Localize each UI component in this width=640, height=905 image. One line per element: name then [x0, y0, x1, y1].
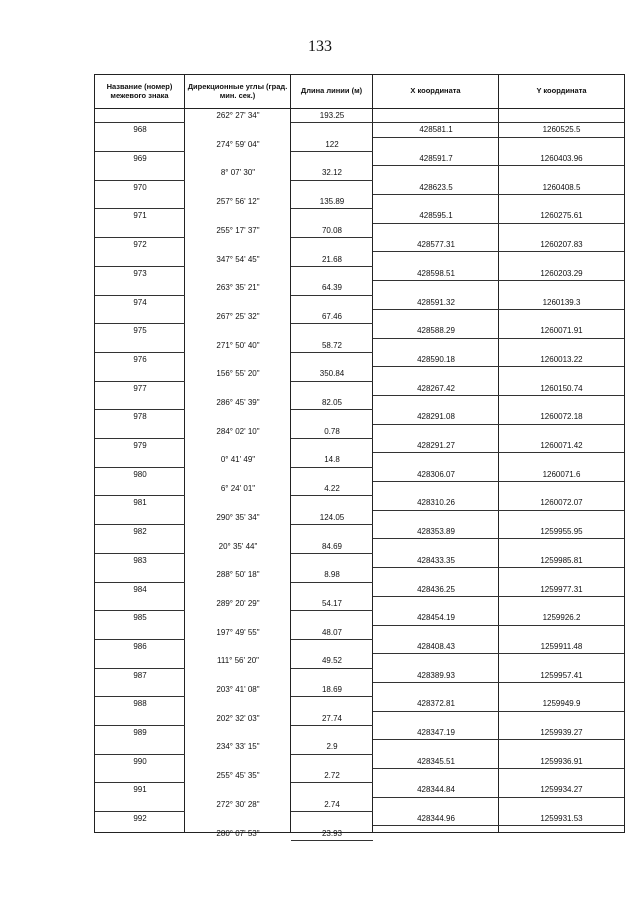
line-length: 135.89	[291, 195, 373, 209]
blank-cell	[95, 540, 185, 554]
mark-name: 977	[133, 383, 147, 393]
y-coordinate: 1260203.29	[499, 267, 624, 281]
x-coordinate: 428577.31	[373, 238, 499, 252]
mark-name: 984	[133, 584, 147, 594]
line-length: 8.98	[291, 568, 373, 582]
direction-angle: 288° 50' 18"	[216, 570, 260, 580]
direction-angle: 202° 32' 03"	[216, 713, 260, 723]
direction-angle: 262° 27' 34"	[216, 111, 260, 120]
blank-cell	[95, 195, 185, 209]
direction-angle: 156° 55' 20"	[216, 369, 260, 379]
mark-name: 979	[133, 441, 147, 451]
line-length: 2.72	[291, 769, 373, 783]
direction-angle: 20° 35' 44"	[218, 541, 258, 551]
line-length: 70.08	[291, 224, 373, 238]
blank-cell	[95, 798, 185, 812]
blank-cell	[95, 396, 185, 410]
mark-name: 981	[133, 498, 147, 508]
x-coordinate: 428454.19	[373, 611, 499, 625]
direction-angle: 255° 17' 37"	[216, 225, 260, 235]
direction-angle: 6° 24' 01"	[220, 484, 256, 494]
line-length: 23.93	[291, 827, 373, 841]
x-coordinate: 428291.08	[373, 410, 499, 424]
blank-cell	[95, 166, 185, 180]
blank-cell	[95, 253, 185, 267]
line-length: 18.69	[291, 683, 373, 697]
x-coordinate: 428590.18	[373, 353, 499, 367]
mark-name: 970	[133, 182, 147, 192]
y-coordinate: 1259949.9	[499, 697, 624, 711]
line-length: 54.17	[291, 597, 373, 611]
x-coordinate: 428389.93	[373, 669, 499, 683]
y-coordinate: 1259911.48	[499, 640, 624, 654]
y-coordinate: 1260071.6	[499, 468, 624, 482]
mark-name: 974	[133, 297, 147, 307]
y-coordinate: 1260275.61	[499, 209, 624, 223]
y-coordinate: 1259936.91	[499, 755, 624, 769]
blank-cell	[95, 367, 185, 381]
direction-angle: 111° 56' 20"	[217, 656, 259, 666]
y-coordinate: 1260525.5	[499, 123, 624, 137]
x-coordinate: 428581.1	[373, 123, 499, 137]
y-coordinate: 1260403.96	[499, 152, 624, 166]
y-coordinate: 1259957.41	[499, 669, 624, 683]
direction-angle: 257° 56' 12"	[216, 197, 260, 207]
mark-name: 989	[133, 728, 147, 738]
mark-name: 968	[133, 125, 147, 135]
x-coordinate: 428306.07	[373, 468, 499, 482]
line-length: 4.22	[291, 482, 373, 496]
header-y: Y координата	[536, 86, 587, 96]
y-coordinate: 1260071.91	[499, 324, 624, 338]
table-body	[95, 109, 624, 838]
mark-name: 969	[133, 154, 147, 164]
mark-name: 973	[133, 268, 147, 278]
line-length: 350.84	[291, 367, 373, 381]
line-length: 193.25	[291, 109, 373, 123]
direction-angle: 197° 49' 55"	[216, 627, 260, 637]
x-coordinate: 428623.5	[373, 181, 499, 195]
direction-angle: 8° 07' 30"	[220, 168, 256, 178]
blank-cell	[373, 109, 499, 123]
mark-name: 980	[133, 469, 147, 479]
line-length: 27.74	[291, 712, 373, 726]
blank-cell	[95, 568, 185, 582]
blank-cell	[95, 339, 185, 353]
direction-angle: 255° 45' 35"	[216, 771, 260, 781]
x-coordinate: 428345.51	[373, 755, 499, 769]
direction-angle: 284° 02' 10"	[216, 426, 260, 436]
blank-cell	[95, 138, 185, 152]
line-length: 14.8	[291, 453, 373, 467]
line-length: 0.78	[291, 425, 373, 439]
mark-name: 972	[133, 240, 147, 250]
direction-angle: 347° 54' 45"	[216, 254, 260, 264]
mark-name: 983	[133, 555, 147, 565]
line-length: 21.68	[291, 253, 373, 267]
blank-cell	[95, 224, 185, 238]
direction-angle: 203° 41' 08"	[216, 685, 260, 694]
y-coordinate: 1260072.07	[499, 496, 624, 510]
boundary-marks-table	[94, 74, 625, 838]
blank-cell	[95, 482, 185, 496]
mark-name: 990	[133, 756, 147, 766]
x-coordinate: 428344.84	[373, 783, 499, 797]
x-coordinate: 428291.27	[373, 439, 499, 453]
direction-angle: 234° 33' 15"	[216, 742, 260, 752]
x-coordinate: 428436.25	[373, 583, 499, 597]
header-angle: Дирекционные углы (град. мин. сек.)	[185, 75, 291, 108]
y-coordinate: 1259955.95	[499, 525, 624, 539]
y-coordinate: 1260072.18	[499, 410, 624, 424]
blank-cell	[95, 769, 185, 783]
mark-name: 986	[133, 641, 147, 651]
blank-cell	[95, 712, 185, 726]
blank-cell	[95, 310, 185, 324]
y-coordinate: 1259934.27	[499, 783, 624, 797]
y-coordinate: 1260139.3	[499, 296, 624, 310]
line-length: 82.05	[291, 396, 373, 410]
x-coordinate: 428344.96	[373, 812, 499, 826]
direction-angle: 271° 50' 40"	[216, 340, 260, 350]
mark-name: 985	[133, 613, 147, 623]
direction-angle: 290° 35' 34"	[216, 512, 260, 522]
y-coordinate: 1260207.83	[499, 238, 624, 252]
header-x: X координата	[373, 75, 499, 108]
line-length: 2.9	[291, 740, 373, 754]
header-length: Длина линии (м)	[291, 75, 373, 108]
direction-angle: 274° 59' 04"	[216, 139, 260, 149]
line-length: 58.72	[291, 339, 373, 353]
y-coordinate: 1259926.2	[499, 611, 624, 625]
y-coordinate: 1259977.31	[499, 583, 624, 597]
line-length: 124.05	[291, 511, 373, 525]
blank-cell	[95, 109, 185, 123]
mark-name: 988	[133, 699, 147, 709]
x-coordinate: 428591.7	[373, 152, 499, 166]
mark-name: 978	[133, 412, 147, 422]
y-coordinate: 1260150.74	[499, 382, 624, 396]
blank-cell	[95, 511, 185, 525]
line-length: 32.12	[291, 166, 373, 180]
mark-name: 975	[133, 326, 147, 336]
line-length: 67.46	[291, 310, 373, 324]
direction-angle: 289° 20' 29"	[216, 598, 260, 608]
x-coordinate: 428598.51	[373, 267, 499, 281]
x-coordinate: 428347.19	[373, 726, 499, 740]
x-coordinate: 428372.81	[373, 697, 499, 711]
line-length: 64.39	[291, 281, 373, 295]
x-coordinate: 428595.1	[373, 209, 499, 223]
blank-cell	[95, 683, 185, 697]
direction-angle: 286° 45' 39"	[216, 398, 260, 407]
mark-name: 982	[133, 527, 147, 537]
x-coordinate: 428408.43	[373, 640, 499, 654]
page-number: 133	[308, 38, 332, 55]
x-coordinate: 428353.89	[373, 525, 499, 539]
blank-cell	[499, 109, 624, 123]
blank-cell	[95, 654, 185, 668]
blank-cell	[95, 626, 185, 640]
y-coordinate: 1260013.22	[499, 353, 624, 367]
x-coordinate: 428267.42	[373, 382, 499, 396]
mark-name: 976	[133, 354, 147, 364]
mark-name: 987	[133, 670, 147, 680]
blank-cell	[95, 281, 185, 295]
y-coordinate: 1260408.5	[499, 181, 624, 195]
x-coordinate: 428310.26	[373, 496, 499, 510]
blank-cell	[95, 425, 185, 439]
blank-cell	[95, 597, 185, 611]
table-header	[95, 75, 624, 109]
line-length: 122	[291, 138, 373, 152]
line-length: 2.74	[291, 798, 373, 812]
y-coordinate: 1259931.53	[499, 812, 624, 826]
mark-name: 991	[133, 785, 147, 795]
direction-angle: 0° 41' 49"	[220, 455, 256, 465]
header-name: Название (номер) межевого знака	[95, 75, 185, 108]
mark-name: 992	[133, 814, 147, 824]
y-coordinate: 1260071.42	[499, 439, 624, 453]
blank-cell	[95, 453, 185, 467]
line-length: 84.69	[291, 540, 373, 554]
x-coordinate: 428433.35	[373, 554, 499, 568]
line-length: 48.07	[291, 626, 373, 640]
y-coordinate: 1259985.81	[499, 554, 624, 568]
direction-angle: 272° 30' 28"	[216, 799, 260, 809]
line-length: 49.52	[291, 654, 373, 668]
blank-cell	[95, 740, 185, 754]
direction-angle: 280° 07' 53"	[216, 828, 260, 838]
mark-name: 971	[133, 211, 147, 221]
direction-angle: 267° 25' 32"	[216, 311, 260, 321]
x-coordinate: 428591.32	[373, 296, 499, 310]
y-coordinate: 1259939.27	[499, 726, 624, 740]
direction-angle: 263° 35' 21"	[216, 283, 260, 293]
x-coordinate: 428588.29	[373, 324, 499, 338]
